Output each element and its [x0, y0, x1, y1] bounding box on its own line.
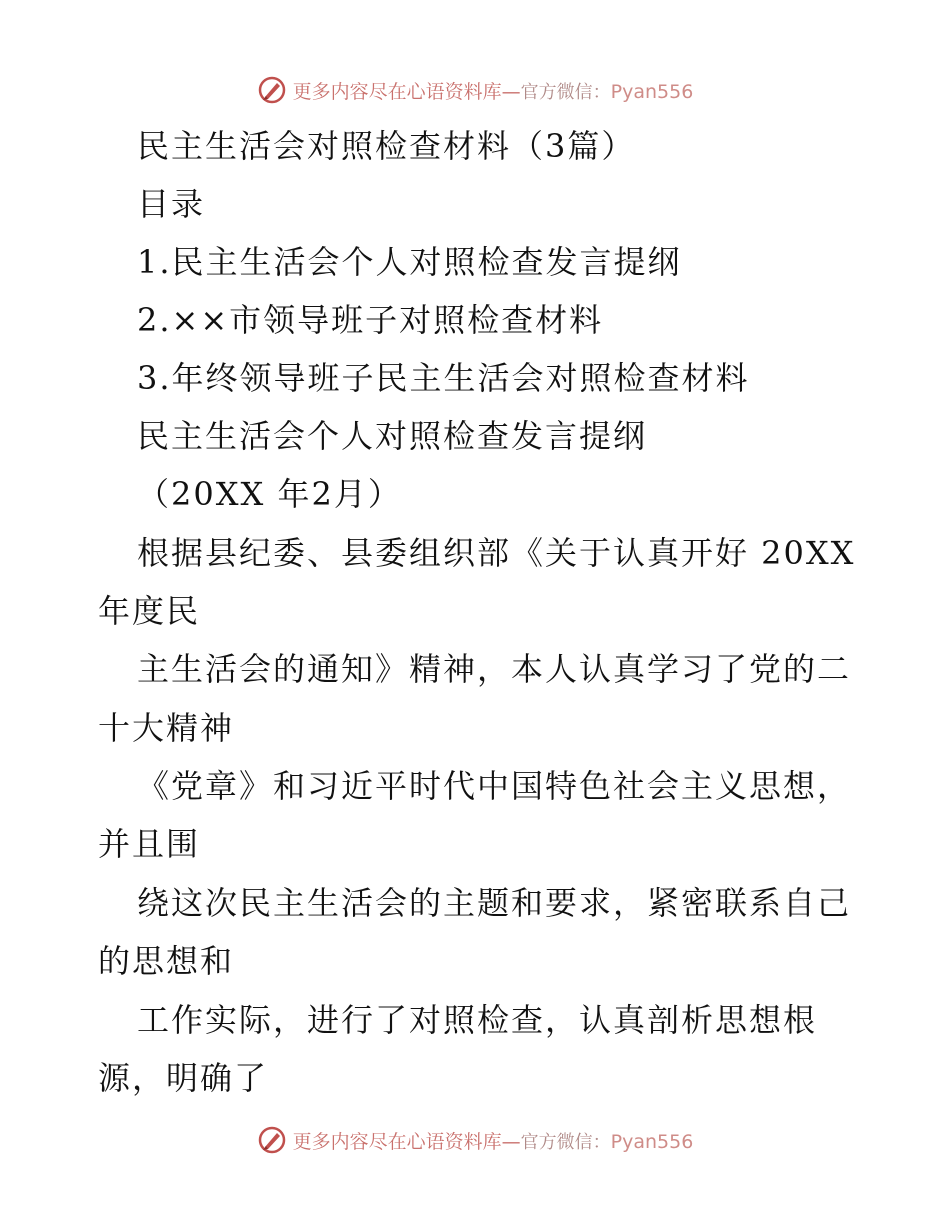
watermark-header — [0, 70, 950, 110]
paragraph-line: 根据县纪委、县委组织部《关于认真开好 20XX — [137, 534, 856, 572]
paragraph-line: 十大精神 — [98, 709, 235, 747]
paragraph-line: 并且围 — [98, 825, 201, 863]
watermark-label: 官方微信： — [520, 81, 611, 103]
toc-heading: 目录 — [137, 185, 206, 223]
watermark-dash: — — [501, 80, 521, 103]
pen-logo-icon — [257, 75, 287, 105]
document-title: 民主生活会对照检查材料（3篇） — [137, 127, 636, 165]
paragraph-line: 绕这次民主生活会的主题和要求，紧密联系自己 — [137, 884, 852, 922]
paragraph-line: 主生活会的通知》精神，本人认真学习了党的二 — [137, 650, 852, 688]
toc-item-1: 1.民主生活会个人对照检查发言提纲 — [137, 243, 682, 281]
watermark-main-text: 更多内容尽在心语资料库 — [292, 80, 502, 103]
watermark-id: Pyan556 — [610, 80, 694, 103]
pen-logo-icon — [257, 1125, 287, 1155]
section-date: （20XX 年2月） — [137, 475, 402, 513]
paragraph-line: 源，明确了 — [98, 1059, 269, 1097]
watermark-label: 官方微信： — [520, 1131, 611, 1153]
toc-item-3: 3.年终领导班子民主生活会对照检查材料 — [137, 359, 750, 397]
paragraph-line: 的思想和 — [98, 942, 235, 980]
paragraph-line: 工作实际，进行了对照检查，认真剖析思想根 — [137, 1001, 818, 1039]
paragraph-line: 《党章》和习近平时代中国特色社会主义思想， — [137, 767, 852, 805]
watermark-main-text: 更多内容尽在心语资料库 — [292, 1130, 502, 1153]
watermark-footer — [0, 1120, 950, 1160]
section-title: 民主生活会个人对照检查发言提纲 — [137, 417, 648, 455]
toc-item-2: 2.××市领导班子对照检查材料 — [137, 301, 604, 339]
paragraph-line: 年度民 — [98, 592, 201, 630]
watermark-id: Pyan556 — [610, 1130, 694, 1153]
watermark-dash: — — [501, 1130, 521, 1153]
